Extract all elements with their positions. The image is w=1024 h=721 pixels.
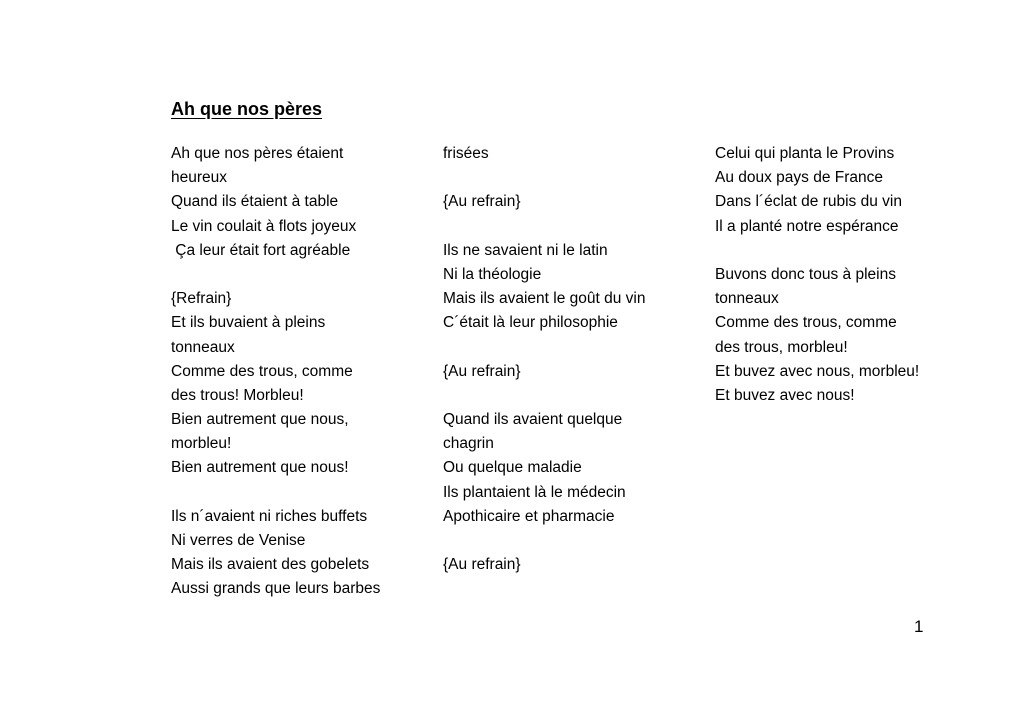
- lyric-line: Et buvez avec nous!: [715, 386, 855, 404]
- lyric-line: [443, 384, 683, 408]
- lyric-line: [715, 239, 975, 263]
- lyric-line: [443, 215, 683, 239]
- lyric-line: des trous! Morbleu!: [171, 386, 304, 404]
- lyric-line: Ou quelque maladie: [443, 459, 582, 477]
- lyric-line: {Au refrain}: [443, 556, 521, 574]
- lyric-line: Quand ils étaient à table: [171, 193, 339, 211]
- lyric-line: Bien autrement que nous!: [171, 459, 349, 477]
- lyric-line: Celui qui planta le Provins: [715, 145, 895, 162]
- lyric-line: {Au refrain}: [443, 193, 521, 211]
- lyric-line: Ah que nos pères étaient: [171, 145, 344, 162]
- lyric-line: Aussi grands que leurs barbes: [171, 580, 381, 598]
- lyric-line: morbleu!: [171, 435, 232, 453]
- lyric-line: Mais ils avaient le goût du vin: [443, 290, 646, 308]
- lyrics-column-2: [443, 142, 683, 577]
- lyric-line: C´était là leur philosophie: [443, 314, 618, 332]
- lyric-line: [443, 336, 683, 360]
- lyric-line: Comme des trous, comme: [171, 362, 353, 380]
- lyric-line: Ils plantaient là le médecin: [443, 483, 626, 501]
- lyric-line: frisées: [443, 145, 489, 162]
- lyric-line: [443, 529, 683, 553]
- lyric-line: Comme des trous, comme: [715, 314, 897, 332]
- lyric-line: Ni verres de Venise: [171, 532, 306, 549]
- lyric-line: Apothicaire et pharmacie: [443, 507, 615, 525]
- lyric-line: Ils ne savaient ni le latin: [443, 241, 608, 259]
- lyric-line: Ni la théologie: [443, 265, 542, 283]
- lyric-line: Et buvez avec nous, morbleu!: [715, 362, 920, 380]
- lyric-line: [171, 481, 411, 505]
- lyric-line: tonneaux: [171, 338, 235, 356]
- lyric-line: Il a planté notre espérance: [715, 217, 899, 235]
- lyric-line: [171, 263, 411, 287]
- song-title: Ah que nos pères: [171, 99, 323, 119]
- lyric-line: heureux: [171, 169, 228, 187]
- lyrics-column-1: [171, 142, 411, 602]
- lyric-line: Bien autrement que nous,: [171, 411, 349, 429]
- lyric-line: chagrin: [443, 435, 494, 453]
- lyric-line: tonneaux: [715, 290, 779, 308]
- lyric-line: Et ils buvaient à pleins: [171, 314, 326, 332]
- lyric-line: {Refrain}: [171, 290, 232, 308]
- lyric-line: Ils n´avaient ni riches buffets: [171, 507, 368, 525]
- lyric-line: Buvons donc tous à pleins: [715, 265, 896, 283]
- lyrics-column-3: [715, 142, 975, 408]
- page-number: 1: [914, 617, 924, 636]
- lyric-line: {Au refrain}: [443, 362, 521, 380]
- lyric-line: Le vin coulait à flots joyeux: [171, 217, 357, 235]
- lyric-line: Au doux pays de France: [715, 169, 884, 187]
- lyric-line: Ça leur était fort agréable: [171, 241, 351, 259]
- lyric-line: Quand ils avaient quelque: [443, 411, 623, 429]
- lyric-line: Dans l´éclat de rubis du vin: [715, 193, 902, 211]
- lyric-line: Mais ils avaient des gobelets: [171, 556, 370, 574]
- lyric-line: [443, 166, 683, 190]
- lyric-line: des trous, morbleu!: [715, 338, 848, 356]
